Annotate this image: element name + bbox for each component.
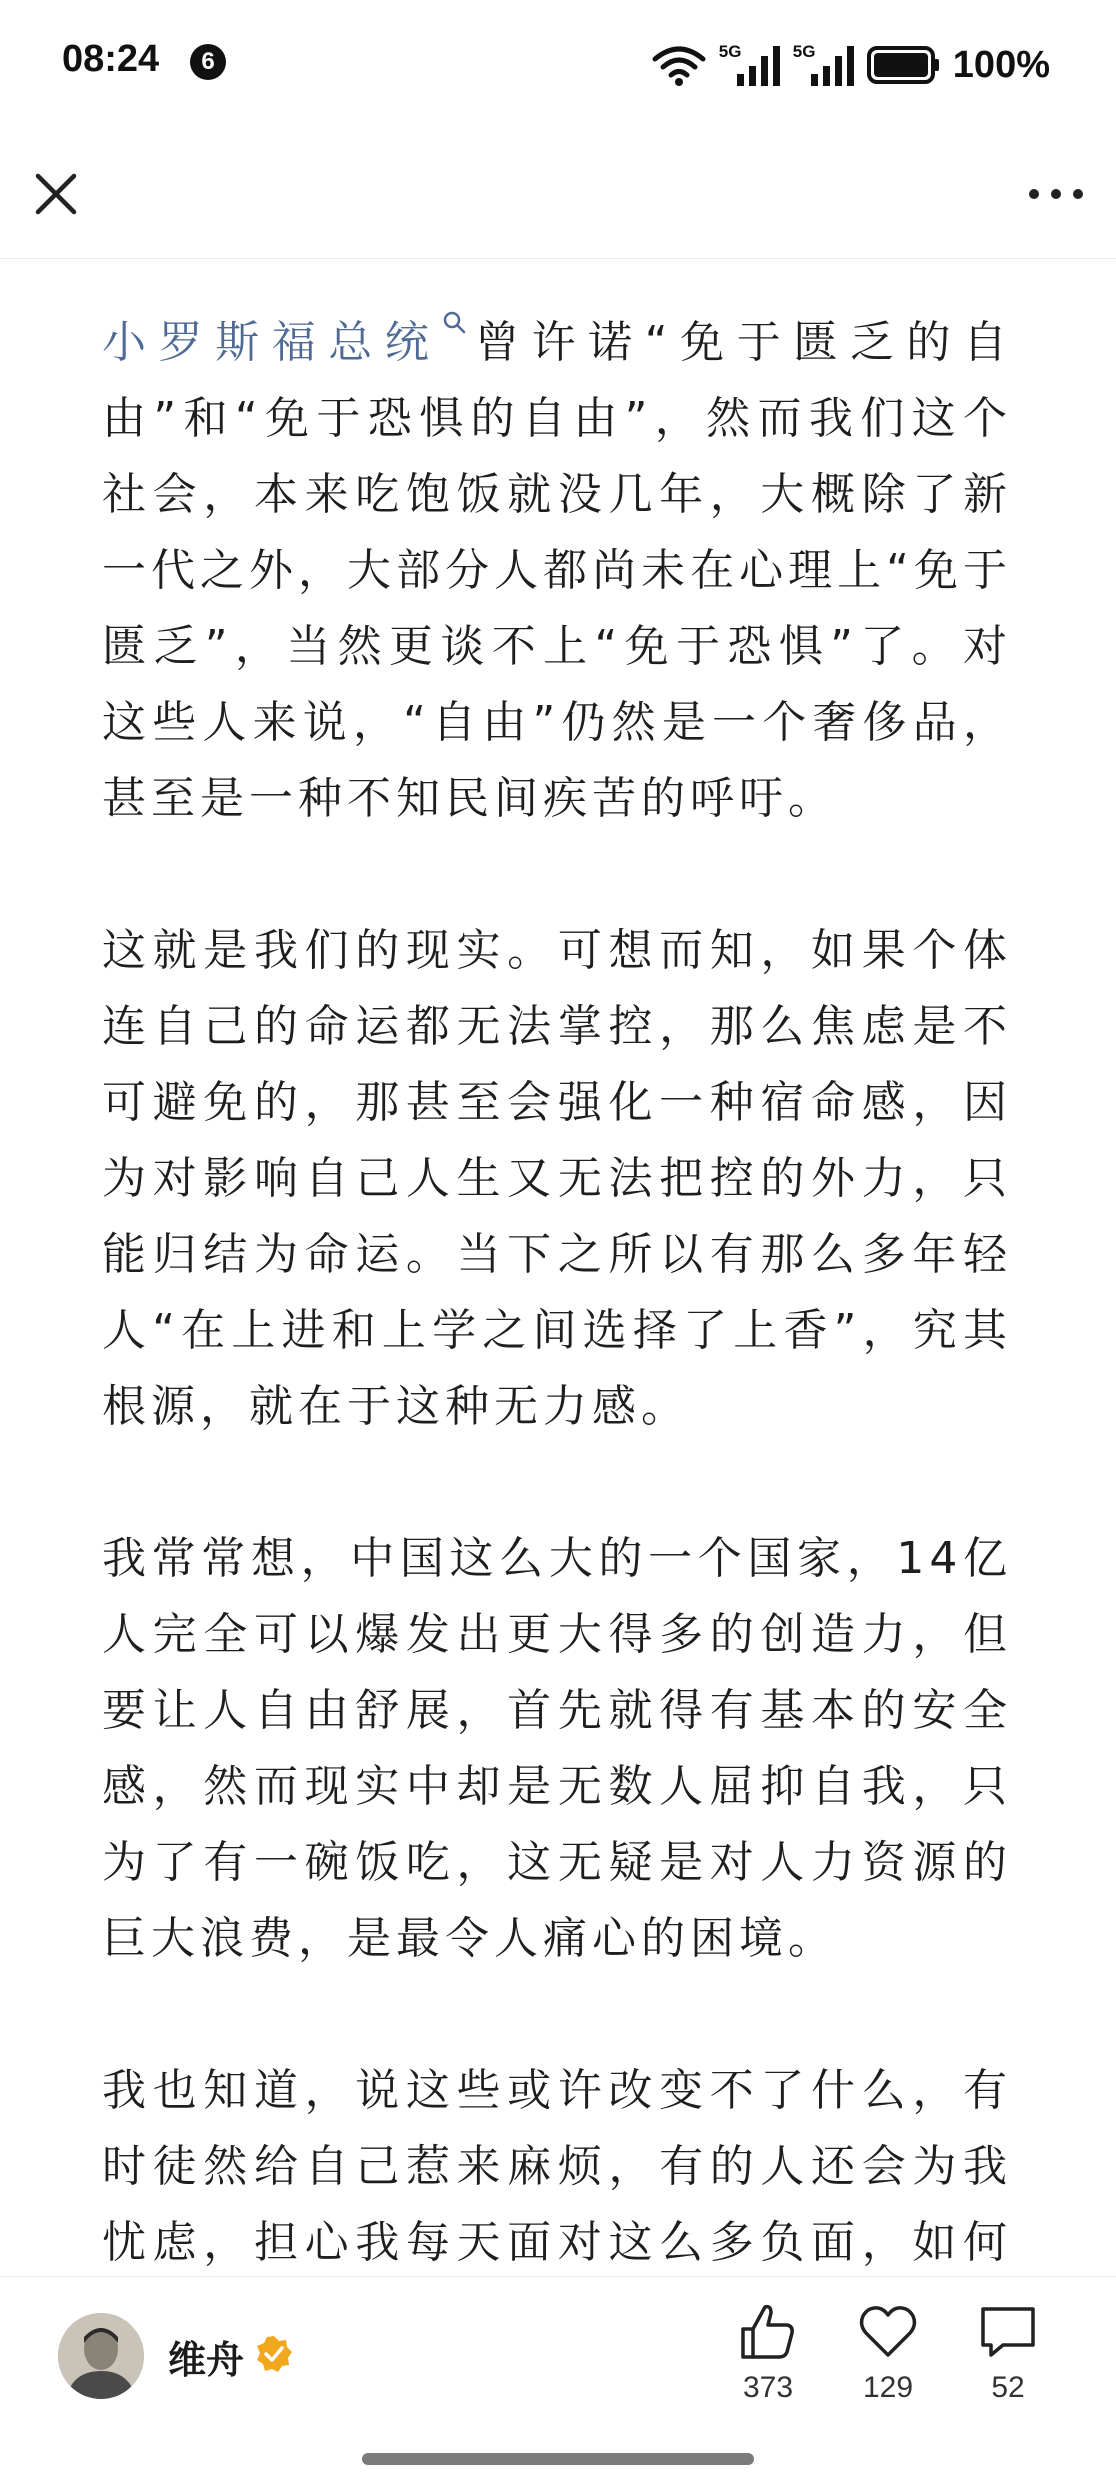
home-indicator[interactable] — [362, 2453, 754, 2465]
signal-bars-icon — [811, 46, 855, 86]
article-paragraph: 这就是我们的现实。可想而知，如果个体连自己的命运都无法掌控，那么焦虑是不可避免的，那甚至会强化一种宿命感，因为对影响自己人生又无法把控的外力，只能归结为命运。当下之所以有那么多年轻人“在上进和上学之间选择了上香”，究其根源，就在于这种无力感。 — [102, 925, 1012, 1432]
article-body — [102, 305, 1012, 2433]
article-paragraph: 我也知道，说这些或许改变不了什么，有时徒然给自己惹来麻烦，有的人还会为我忧虑，担心我每天面对这么多负面，如何 — [102, 2065, 1012, 2268]
author-avatar[interactable] — [58, 2313, 144, 2399]
avatar-portrait-icon — [58, 2313, 144, 2399]
thumbs-up-icon — [737, 2301, 799, 2363]
more-horizontal-icon[interactable] — [1022, 164, 1090, 224]
article-paragraph: 我常常想，中国这么大的一个国家，14亿人完全可以爆发出更大得多的创造力，但要让人自由舒展，首先就得有基本的安全感，然而现实中却是无数人屈抑自我，只为了有一碗饭吃，这无疑是对人力资源的巨大浪费，是最令人痛心的困境。 — [102, 1533, 1012, 1964]
heart-icon — [857, 2301, 919, 2363]
battery-percent: 100% — [952, 43, 1050, 86]
signal-1 — [719, 42, 781, 88]
comment-button[interactable] — [958, 2301, 1058, 2405]
status-icons — [651, 40, 1050, 90]
signal-2-label: 5G — [792, 42, 816, 61]
signal-2 — [793, 42, 855, 88]
verified-badge-icon — [254, 2334, 294, 2374]
article-paragraph — [102, 305, 1012, 837]
like-count: 373 — [742, 2371, 794, 2404]
favorite-count: 129 — [862, 2371, 914, 2404]
top-nav-bar — [0, 130, 1116, 259]
keyword-link[interactable] — [102, 317, 467, 368]
comment-count: 52 — [991, 2371, 1025, 2404]
signal-1-label: 5G — [718, 42, 742, 61]
status-bar — [0, 0, 1116, 130]
search-icon — [441, 309, 467, 335]
author-name[interactable]: 维舟 — [168, 2338, 245, 2382]
comment-icon — [977, 2301, 1039, 2363]
favorite-button[interactable] — [838, 2301, 938, 2405]
article-paragraph-text: 曾许诺“免于匮乏的自由”和“免于恐惧的自由”，然而我们这个社会，本来吃饱饭就没几年，大概除了新一代之外，大部分人都尚未在心理上“免于匮乏”，当然更谈不上“免于恐惧”了。对这些人来说，“自由”仍然是一个奢侈品，甚至是一种不知民间疾苦的呼吁。 — [102, 317, 1012, 824]
like-button[interactable] — [718, 2301, 818, 2405]
close-icon[interactable] — [26, 164, 86, 224]
bottom-action-bar — [0, 2276, 1116, 2485]
signal-bars-icon — [737, 46, 781, 86]
wifi-icon — [651, 43, 707, 87]
battery-icon — [867, 45, 941, 85]
notification-count-badge: 6 — [190, 44, 226, 80]
status-time: 08:24 — [62, 38, 160, 80]
keyword-link-text: 小罗斯福总统 — [102, 317, 442, 368]
